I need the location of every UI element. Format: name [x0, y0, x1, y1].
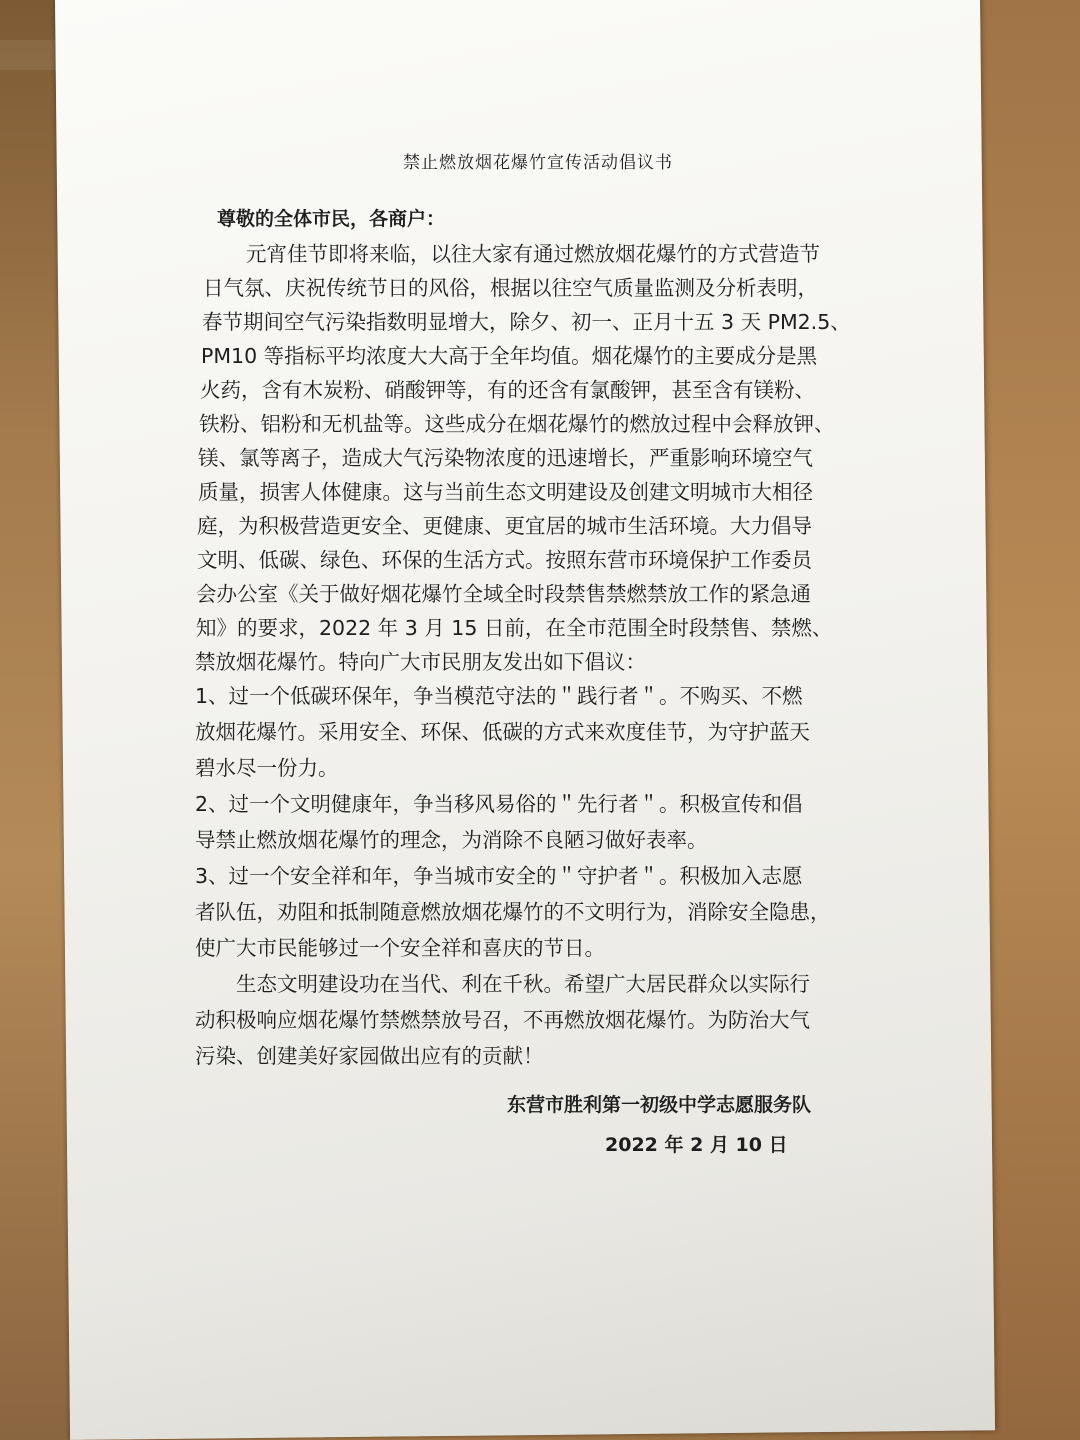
table-edge-highlight — [0, 40, 60, 70]
body-line: 导禁止燃放烟花爆竹的理念，为消除不良陋习做好表率。 — [195, 828, 708, 852]
signature: 东营市胜利第一初级中学志愿服务队 — [507, 1094, 812, 1116]
body-line: 使广大市民能够过一个安全祥和喜庆的节日。 — [195, 936, 605, 960]
body-line: 知》的要求，2022 年 3 月 15 日前，在全市范围全时段禁售、禁燃、 — [196, 616, 833, 640]
body-line: 2、过一个文明健康年，争当移风易俗的＂先行者＂。积极宣传和倡 — [195, 792, 803, 816]
body-line: 春节期间空气污染指数明显增大，除夕、初一、正月十五 3 天 PM2.5、 — [202, 310, 851, 334]
body-line: 者队伍，劝阻和抵制随意燃放烟花爆竹的不文明行为，消除安全隐患， — [195, 900, 831, 924]
document-title: 禁止燃放烟花爆竹宣传活动倡议书 — [403, 153, 673, 173]
body-line: 日气氛、庆祝传统节日的风俗，根据以往空气质量监测及分析表明， — [203, 276, 818, 300]
body-line: 3、过一个安全祥和年，争当城市安全的＂守护者＂。积极加入志愿 — [195, 864, 803, 888]
body-line: 会办公室《关于做好烟花爆竹全域全时段禁售禁燃禁放工作的紧急通 — [196, 582, 811, 606]
body-line: 铁粉、铝粉和无机盐等。这些成分在烟花爆竹的燃放过程中会释放钾、 — [199, 412, 835, 436]
body-line: 元宵佳节即将来临，以往大家有通过燃放烟花爆竹的方式营造节 — [205, 242, 820, 266]
signature-date: 2022 年 2 月 10 日 — [605, 1134, 788, 1156]
body-line: 污染、创建美好家园做出应有的贡献！ — [195, 1044, 544, 1068]
body-line: 质量，损害人体健康。这与当前生态文明建设及创建文明城市大相径 — [198, 480, 813, 504]
body-line: 放烟花爆竹。采用安全、环保、低碳的方式来欢度佳节，为守护蓝天 — [195, 720, 810, 744]
body-line: 生态文明建设功在当代、利在千秋。希望广大居民群众以实际行 — [195, 972, 810, 996]
body-line: 镁、氯等离子，造成大气污染物浓度的迅速增长，严重影响环境空气 — [198, 446, 813, 470]
salutation: 尊敬的全体市民，各商户： — [217, 208, 446, 230]
body-line: 庭，为积极营造更安全、更健康、更宜居的城市生活环境。大力倡导 — [197, 514, 812, 538]
body-line: 火药，含有木炭粉、硝酸钾等，有的还含有氯酸钾，甚至含有镁粉、 — [200, 378, 815, 402]
body-line: 动积极响应烟花爆竹禁燃禁放号召，不再燃放烟花爆竹。为防治大气 — [195, 1008, 810, 1032]
body-line: PM10 等指标平均浓度大大高于全年均值。烟花爆竹的主要成分是黑 — [201, 344, 818, 368]
body-line: 1、过一个低碳环保年，争当模范守法的＂践行者＂。不购买、不燃 — [195, 684, 803, 708]
body-line: 文明、低碳、绿色、环保的生活方式。按照东营市环境保护工作委员 — [197, 548, 812, 572]
body-line: 碧水尽一份力。 — [195, 756, 339, 780]
body-line: 禁放烟花爆竹。特向广大市民朋友发出如下倡议： — [195, 650, 646, 674]
